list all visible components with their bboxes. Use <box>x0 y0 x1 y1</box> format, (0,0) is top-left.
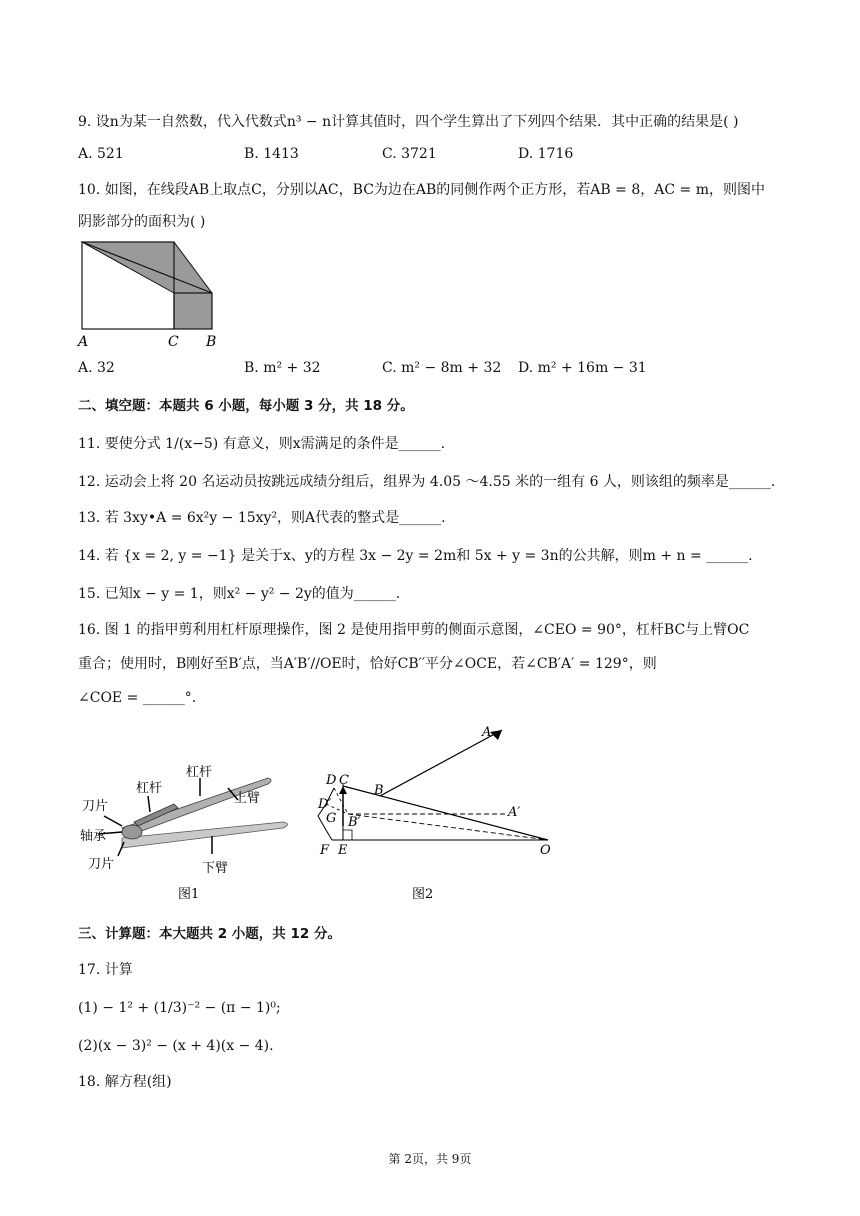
fig2-label-f: F <box>320 843 330 858</box>
fig2-label-d-prime: D′ <box>318 797 332 812</box>
fig2-label-c: C <box>339 773 349 788</box>
q16-figure1 <box>78 756 300 904</box>
q16-figure2 <box>312 722 560 904</box>
q10-figure <box>70 236 230 352</box>
fig1-lever-label-1: 杠杆 <box>136 781 163 796</box>
bearing <box>122 825 142 839</box>
q16-line2: 重合；使用时，B刚好至B′点，当A′B′//OE时，恰好CB′′平分∠OCE，若∠CB′A′ = 129°，则 <box>78 656 657 672</box>
section2-heading: 二、填空题：本题共 6 小题，每小题 3 分，共 18 分。 <box>78 398 414 414</box>
fig1-lever-label-2: 杠杆 <box>186 765 213 780</box>
q10-option-b: B. m² + 32 <box>244 360 321 376</box>
q16-line1: 16. 图 1 的指甲剪利用杠杆原理操作，图 2 是使用指甲剪的侧面示意图，∠CEO = 90°，杠杆BC与上臂OC <box>78 622 750 638</box>
q18: 18. 解方程(组) <box>78 1074 172 1090</box>
label-b: B <box>206 334 217 350</box>
q17-part1: (1) − 1² + (1/3)⁻² − (π − 1)⁰; <box>78 1000 281 1016</box>
q9-option-d: D. 1716 <box>518 146 574 162</box>
fig1-blade-label-1: 刀片 <box>82 799 109 814</box>
fig2-label-d: D <box>326 773 337 788</box>
fig1-caption: 图1 <box>178 887 200 902</box>
q10-stem-line2: 阴影部分的面积为( ) <box>78 214 206 230</box>
fig1-lower-label: 下臂 <box>202 861 229 876</box>
q15: 15. 已知x − y = 1，则x² − y² − 2y的值为______. <box>78 586 401 602</box>
q10-option-d: D. m² + 16m − 31 <box>518 360 647 376</box>
page-footer: 第 2页，共 9页 <box>388 1152 472 1166</box>
q9-option-b: B. 1413 <box>244 146 299 162</box>
label-a: A <box>78 334 89 350</box>
q10-option-a: A. 32 <box>78 360 115 376</box>
q9-option-a: A. 521 <box>78 146 124 162</box>
fig2-label-e: E <box>338 843 348 858</box>
q11: 11. 要使分式 1/(x−5) 有意义，则x需满足的条件是______. <box>78 436 446 452</box>
q10-option-c: C. m² − 8m + 32 <box>382 360 502 376</box>
q9-stem: 9. 设n为某一自然数，代入代数式n³ − n计算其值时，四个学生算出了下列四个结果．其中正确的结果是( ) <box>78 114 739 130</box>
q9-option-c: C. 3721 <box>382 146 437 162</box>
q17-part2: (2)(x − 3)² − (x + 4)(x − 4). <box>78 1038 274 1054</box>
fig2-label-b-prime: B′ <box>348 815 361 830</box>
fig2-label-b: B <box>374 783 384 798</box>
fig2-label-o: O <box>540 843 551 858</box>
q16-line3: ∠COE = ______°. <box>78 690 197 706</box>
fig2-label-g: G <box>326 811 337 826</box>
section3-heading: 三、计算题：本大题共 2 小题，共 12 分。 <box>78 926 341 942</box>
fig1-upper-label: 上臂 <box>234 791 261 806</box>
q12: 12. 运动会上将 20 名运动员按跳远成绩分组后，组界为 4.05 ～4.55 米的一组有 6 人，则该组的频率是______. <box>78 474 776 490</box>
label-c: C <box>168 334 179 350</box>
fig2-caption: 图2 <box>412 887 434 902</box>
q10-stem-line1: 10. 如图，在线段AB上取点C，分别以AC，BC为边在AB的同侧作两个正方形，若AB = 8，AC = m，则图中 <box>78 182 765 198</box>
q14: 14. 若 {x = 2, y = −1} 是关于x、y的方程 3x − 2y = 2m和 5x + y = 3n的公共解，则m + n = ______. <box>78 548 753 564</box>
q17-title: 17. 计算 <box>78 962 133 978</box>
q13: 13. 若 3xy•A = 6x²y − 15xy²，则A代表的整式是______. <box>78 510 446 526</box>
fig2-label-a: A <box>482 725 492 740</box>
fig2-label-a-prime: A′ <box>508 805 521 820</box>
fig1-blade-label-2: 刀片 <box>88 857 115 872</box>
fig1-axis-label: 轴承 <box>80 829 107 844</box>
